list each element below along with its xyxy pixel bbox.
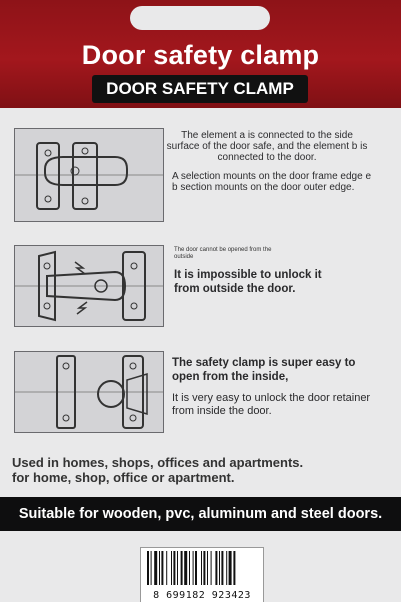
header-band (0, 0, 401, 108)
usage-line-2: for home, shop, office or apartment. (12, 470, 235, 485)
subtitle-banner: DOOR SAFETY CLAMP (92, 75, 308, 103)
barcode-bars-icon (141, 548, 263, 588)
clamp-mounted-diagram-icon (15, 129, 163, 221)
usage-text (12, 455, 303, 485)
step-3-note: It is very easy to unlock the door retainer from inside the door. (172, 392, 371, 417)
barcode-number: 8 699182 923423 (153, 590, 251, 601)
materials-banner: Suitable for wooden, pvc, aluminum and steel doors. (0, 497, 401, 531)
clamp-locked-outside-diagram-icon (15, 246, 163, 326)
step-1-note: A selection mounts on the door frame edge e b section mounts on the door outer edge. (172, 171, 372, 193)
page-title: Door safety clamp (81, 40, 320, 70)
step-1-diagram (14, 128, 164, 222)
step-3-diagram (14, 351, 164, 433)
step-2-text: It is impossible to unlock it from outside the door. (174, 269, 322, 295)
step-3-text: The safety clamp is super easy to open from the inside, (172, 357, 356, 383)
step-2-diagram (14, 245, 164, 327)
usage-line-1: Used in homes, shops, offices and apartments. (12, 455, 304, 470)
barcode (140, 547, 264, 602)
clamp-open-inside-diagram-icon (15, 352, 163, 432)
hang-hole (130, 6, 270, 30)
step-1-text: The element a is connected to the side surface of the door safe, and the element b is connected to the door. (166, 130, 368, 163)
step-2-note: The door cannot be opened from the outside (174, 247, 272, 260)
